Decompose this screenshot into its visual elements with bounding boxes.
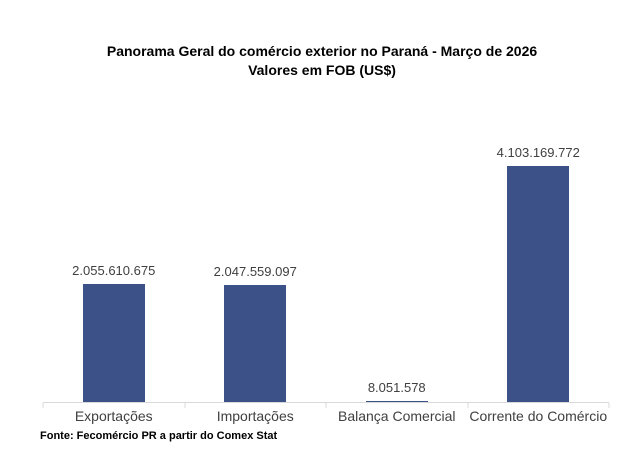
chart-title-block [12, 42, 632, 80]
bar-value-label: 2.055.610.675 [72, 263, 156, 278]
category-label: Importações [216, 408, 294, 424]
source-note: Fonte: Fecomércio PR a partir do Comex Stat [40, 430, 278, 442]
bar-series [43, 145, 609, 403]
bar-column [468, 145, 610, 403]
bar [83, 284, 145, 403]
chart-subtitle: Valores em FOB (US$) [248, 62, 396, 78]
bar [224, 285, 286, 403]
bar-column [326, 380, 468, 403]
plot-area [43, 145, 609, 403]
bar-column [185, 264, 327, 403]
bar-column [43, 263, 185, 403]
bar-value-label: 2.047.559.097 [213, 264, 297, 279]
bar-value-label: 4.103.169.772 [496, 145, 580, 160]
category-label: Balança Comercial [338, 408, 456, 424]
chart-title: Panorama Geral do comércio exterior no Paraná - Março de 2026 [106, 43, 538, 59]
bar-value-label: 8.051.578 [367, 380, 426, 395]
category-axis-labels [43, 408, 609, 424]
category-label: Exportações [74, 408, 153, 424]
bar [507, 166, 569, 403]
category-label: Corrente do Comércio [469, 408, 608, 424]
